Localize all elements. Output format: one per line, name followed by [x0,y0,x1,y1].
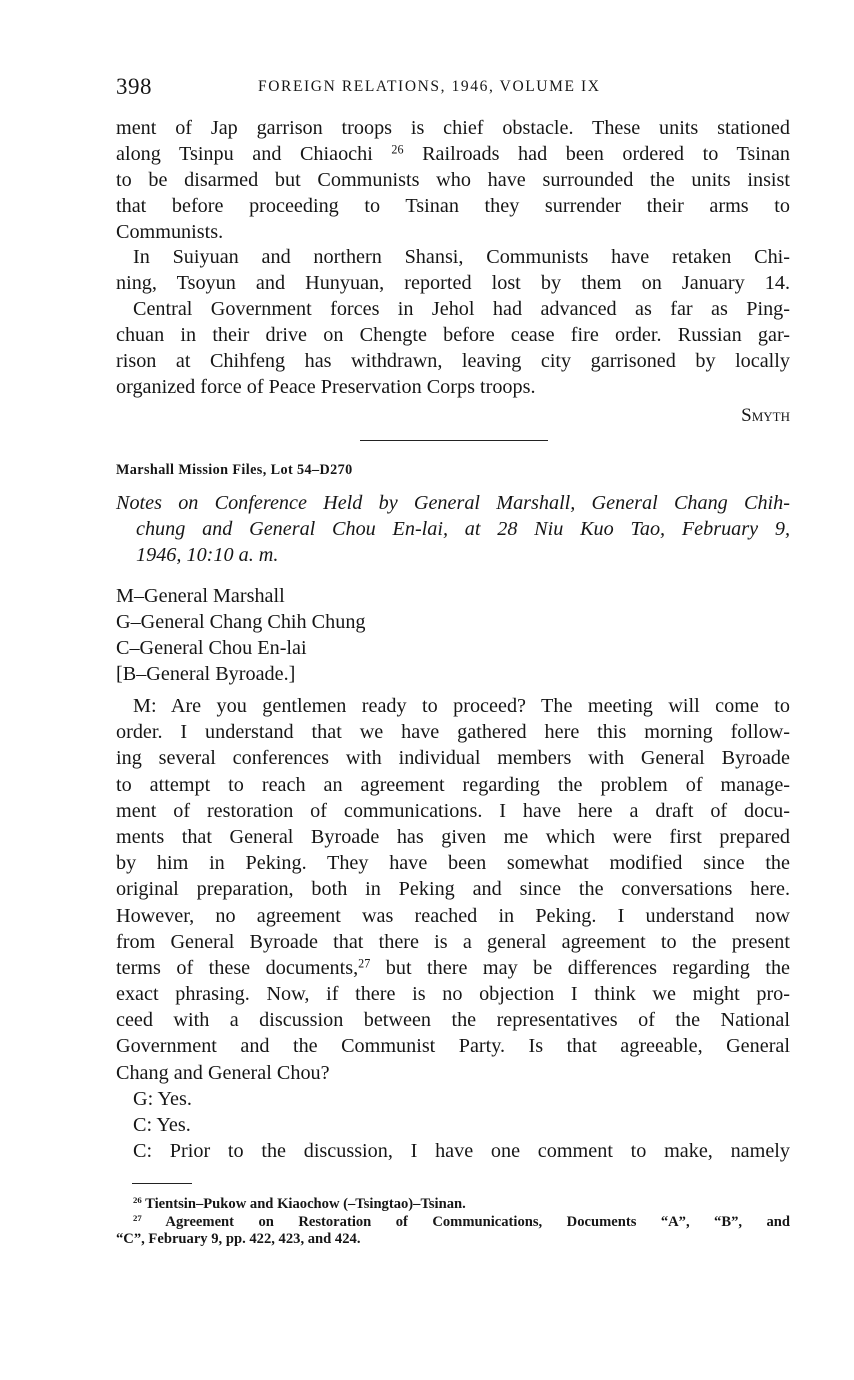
text-line: ments that General Byroade has given me which were first prepared [116,825,790,848]
text-line: chuan in their drive on Chengte before cease fire order. Russian gar- [116,324,790,347]
text-line: to attempt to reach an agreement regarding the problem of manage- [116,773,790,796]
text-line: ing several conferences with individual members with General Byroade [116,747,790,770]
text-line: order. I understand that we have gathered here this morning follow- [116,721,790,744]
participant: M–General Marshall [116,585,285,607]
footnote-rule [132,1183,192,1184]
text-line: Central Government forces in Jehol had advanced as far as Ping- [133,298,790,321]
text-line: terms of these documents,$^{27}$ but there may be differences regarding the [116,956,791,979]
footnote-ref-26: 26 [391,142,404,157]
text-line: Communists. [116,220,224,243]
text-line: ning, Tsoyun and Hunyuan, reported lost by them on January 14. [116,272,790,295]
text-line: ceed with a discussion between the representatives of the National [116,1009,790,1032]
section-separator [360,440,548,441]
text-line: organized force of Peace Preservation Corps troops. [116,375,536,398]
text-line: However, no agreement was reached in Peking. I understand now [116,904,790,927]
footnotes [116,1196,790,1249]
text-line: that before proceeding to Tsinan they surrender their arms to [116,194,790,217]
text-line: In Suiyuan and northern Shansi, Communists have retaken Chi- [133,246,790,269]
conference-transcript [116,693,790,1164]
text-line: original preparation, both in Peking and since the conversations here. [116,878,790,901]
text-line: C: Yes. [133,1114,191,1136]
footnote-26: $^{26}$ Tientsin–Pukow and Kiaochow (–Tsingtao)–Tsinan. [133,1195,466,1212]
text-line: by him in Peking. They have been somewhat modified since the [116,852,790,875]
continued-telegram-text [116,116,790,429]
footnote-27: $^{27}$ Agreement on Restoration of Communications, Documents “A”, “B”, and [133,1212,791,1230]
text-line: M: Are you gentlemen ready to proceed? The meeting will come to [133,695,790,717]
signature: Smyth [741,404,790,426]
title-line: chung and General Chou En-lai, at 28 Niu Kuo Tao, February 9, [136,517,790,540]
footnote-ref-27: 27 [358,956,371,971]
text-line: G: Yes. [133,1087,192,1110]
text-line: ment of restoration of communications. I have here a draft of docu- [116,799,790,822]
text-line: ment of Jap garrison troops is chief obstacle. These units stationed [116,117,790,139]
participant-list [116,583,366,687]
text-line: Government and the Communist Party. Is that agreeable, General [116,1035,790,1058]
participant: C–General Chou En-lai [116,637,307,659]
participant: [B–General Byroade.] [116,663,296,685]
text-line: rison at Chihfeng has withdrawn, leaving city garrisoned by locally [116,350,790,373]
text-line: C: Prior to the discussion, I have one comment to make, namely [133,1140,790,1163]
source-citation: Marshall Mission Files, Lot 54–D270 [116,462,353,478]
text-line: to be disarmed but Communists who have surrounded the units insist [116,168,790,191]
participant: G–General Chang Chih Chung [116,611,366,633]
footnote-27-cont: “C”, February 9, pp. 422, 423, and 424. [116,1231,361,1247]
title-line: 1946, 10:10 a. m. [136,543,279,566]
text-line: from General Byroade that there is a general agreement to the present [116,930,790,953]
document-title [116,490,790,568]
running-head: FOREIGN RELATIONS, 1946, VOLUME IX [258,78,601,95]
text-line: Chang and General Chou? [116,1061,330,1084]
text-line: exact phrasing. Now, if there is no objection I think we might pro- [116,983,790,1006]
page-number: 398 [116,74,152,99]
page-header [116,74,790,102]
text-line: along Tsinpu and Chiaochi $^{26}$ Railroads had been ordered to Tsinan [116,142,791,165]
title-line: Notes on Conference Held by General Marshall, General Chang Chih- [116,492,790,514]
